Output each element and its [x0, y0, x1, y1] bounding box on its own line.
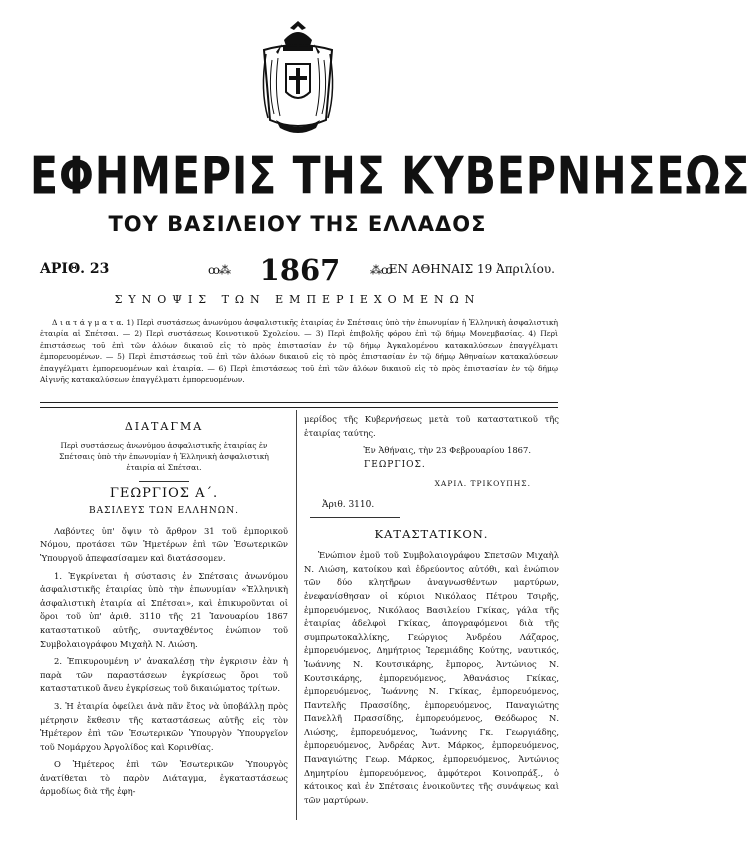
ornament-left-icon: ꝏ⁂ — [208, 263, 230, 277]
decree-article-3: 3. Ἡ ἑταιρία ὀφείλει ἀνὰ πᾶν ἔτος νὰ ὑποβάλλῃ πρὸς μέτρησιν ἔκθεσιν τῆς καταστάσεως αὐτῆς εἰς τὸν Ἡμέτερον ἐπὶ τῶν Ἐσωτερικῶν Ὑπουργὸν Ὑπουργεῖον τοῦ Νομάρχου Ἀργολίδος καὶ Κορινθίας. — [40, 700, 288, 752]
decree-article-4: Ο Ἡμέτερος ἐπὶ τῶν Ἐσωτερικῶν Ὑπουργὸς ἀνατίθεται τὸ παρὸν Διάταγμα, ἐγκαταστάσεως ἀρμοδίως διὰ τῆς ἐφη- — [40, 759, 288, 797]
king-signature: ΓΕΩΡΓΙΟΣ. — [364, 459, 426, 470]
issue-number: ΑΡΙΘ. 23 — [40, 261, 110, 277]
minister-signature: ΧΑΡΙΛ. ΤΡΙΚΟΥΠΗΣ. — [434, 479, 531, 489]
section-divider — [40, 402, 558, 408]
issue-info-row — [40, 253, 555, 287]
left-column — [40, 420, 288, 803]
synopsis-heading: ΣΥΝΟΨΙΣ ΤΩΝ ΕΜΠΕΡΙΕΧΟΜΕΝΩΝ — [114, 293, 481, 306]
record-underline — [310, 517, 400, 518]
right-column — [304, 413, 559, 811]
decree-article-2: 2. Ἐπικυρουμένη ν' ἀνακαλέσῃ τὴν ἐγκρισιν ἐὰν ἡ παρὰ τῶν παραστάσεων ἐγκρίσεως ὅροι τοῦ καταστατικοῦ ἄνευ ἐγκρίσεως τοῦ δικαιώματος τρίτων. — [40, 656, 288, 694]
issue-year: 1867 — [259, 253, 341, 287]
decree-article-1: 1. Ἐγκρίνεται ἡ σύστασις ἐν Σπέτσαις ἀνωνύμου ἀσφαλιστικῆς ἑταιρίας ὑπὸ τὴν ἐπωνυμίαν «Ἑλληνικὴ ἀσφαλιστικὴ ἑταιρία αἱ Σπέτσαι», καὶ ἐπικυροῦνται οἱ ὅροι τοῦ ὑπ' ἀριθ. 3110 τῆς 21 Ἰανουαρίου 1867 καταστατικοῦ αὐτῆς, συνταχθέντος ἐνώπιον τοῦ Συμβολαιογράφου Μιχαὴλ Ν. Λιώση. — [40, 570, 288, 649]
gazette-title: ΕΦΗΜΕΡΙΣ ΤΗΣ ΚΥΒΕΡΝΗΣΕΩΣ — [30, 146, 750, 206]
ornament-right-icon: ⁂ꝏ — [370, 263, 392, 277]
short-divider — [139, 481, 189, 482]
decree-subtitle: Περὶ συστάσεως ἀνωνύμου ἀσφαλιστικῆς ἑταιρίας ἐν Σπέτσαις ὑπὸ τὴν ἐπωνυμίαν ἡ Ἑλληνικὴ ἀσφαλιστικὴ ἑταιρία αἱ Σπέτσαι. — [59, 440, 269, 472]
gazette-subtitle: ΤΟΥ ΒΑΣΙΛΕΙΟΥ ΤΗΣ ΕΛΛΑΔΟΣ — [108, 212, 487, 236]
royal-coat-of-arms-icon — [256, 20, 340, 140]
decree-preamble: Λαβόντες ὑπ' ὄψιν τὸ ἄρθρον 31 τοῦ ἐμπορικοῦ Νόμου, προτάσει τῶν Ἡμετέρων ἐπὶ τῶν Ἐσωτερικῶν Ὑπουργοῦ ἀπεφασίσαμεν καὶ διατάσσομεν. — [40, 525, 288, 563]
king-subheading: ΒΑΣΙΛΕΥΣ ΤΩΝ ΕΛΛΗΝΩΝ. — [89, 506, 239, 517]
issue-date: ΕΝ ΑΘΗΝΑΙΣ 19 Ἀπριλίου. — [388, 262, 555, 276]
decree-title: ΔΙΑΤΑΓΜΑ — [124, 420, 204, 433]
synopsis-text: Δ ι α τ ά γ μ α τ α. 1) Περὶ συστάσεως ἀνωνύμου ἀσφαλιστικῆς ἑταιρίας ἐν Σπέτσαις ὑπὸ τὴν ἐπωνυμίαν ἡ Ἑλληνικὴ ἀσφαλιστικὴ ἑταιρία αἱ Σπέτσαι. — 2) Περὶ συστάσεως Κοινοτικοῦ Σχολείου. — 3) Περὶ ἐπιβολῆς φόρου ἐπὶ τῷ δήμῳ Μονεμβασίας. 4) Περὶ ἐπιστάσεως τοῦ ἐπὶ τῶν ἀλόων δικαιοῦ εἰς τὸ πρὸς ἐπιστασίαν ἐν τῷ δήμῳ Ἀγκαλομένου κατακαλύσεων ἐπαγγέλματι ἐμπορευομένων. — 5) Περὶ ἐπιστάσεως τοῦ ἐπὶ τῶν ἀλόων δικαιοῦ εἰς τὸ πρὸς ἐπιστασίαν ἐν τῷ δήμῳ Ἀθηναίων κατακαλύσεων ἐπαγγέλματι ἐμπορευομένων καὶ ἑταιρία. — 6) Περὶ ἐπιστάσεως τοῦ ἐπὶ τῶν ἀλόων δικαιοῦ εἰς τὸ πρὸς ἐπιστασίαν ἐν τῷ δήμῳ Αἰγινῆς κατακαλύσεων ἐπαγγέλματι ἐμπορευομένων. — [40, 318, 558, 385]
king-heading: ΓΕΩΡΓΙΟΣ Α΄. — [109, 485, 219, 501]
statute-text: Ἐνώπιον ἐμοῦ τοῦ Συμβολαιογράφου Σπετσῶν Μιχαὴλ Ν. Λιώση, κατοίκου καὶ ἐδρεύοντος αὐτόθι, καὶ ἐνώπιον τῶν δύο κλητῆρων ἀναγνωσθέντων μαρτύρων, ἐνεφανίσθησαν οἱ κύριοι Νικόλαος Πέτρου Τσιρῆς, ἐμπορευόμενος, Νικόλαος Βασιλείου Γκίκας, γάλα τῆς ἑταιρίας ἀδελφοὶ Γκίκας, ἀπογραφόμενοι διὰ τῆς συμπρωτοκαλλίκης, Γεώργιος Ἀνδρέου Λάζαρος, ἐμπορευόμενος, Δημήτριος Ἱερεμιάδης Κούτης, ναυτικός, Ἰωάννης Ν. Κουτσικάρης, ἔμπορος, Ἀντώνιος Ν. Κουτσικάρης, ἐμπορευόμενος, Ἀθανάσιος Γκίκας, ἐμπορευόμενος, Ἰωάννης Ν. Γκίκας, ἐμπορευόμενος, Παντελῆς Πρασσίδης, ἐμπορευόμενος, Παναγιώτης Πανελλῆ Πρασσίδης, ἐμπορευόμενος, Θεόδωρος Ν. Λιώσης, ἐμπορευόμενος, Ἰωάννης Γκ. Γεωργιάδης, ἐμπορευόμενος, Ἀνδρέας Ἀντ. Μάρκος, ἐμπορευόμενος, Παναγιώτης Γεωρ. Μάρκος, ἐμπορευόμενος, Ἀντώνιος Δημητρίου ἐμπορευόμενος, ἀμφότεροι Κοινοπράξ., ὁ κάτοικος καὶ ἐν Σπέτσαις ἐνοικοῦντες τῆς συνάψεως καὶ τῶν μαρτύρων. — [304, 550, 559, 805]
record-number: Ἀριθ. 3110. — [322, 499, 375, 510]
statute-title: ΚΑΤΑΣΤΑΤΙΚΟΝ. — [374, 526, 489, 541]
decree-continuation: μερίδος τῆς Κυβερνήσεως μετὰ τοῦ καταστατικοῦ τῆς ἑταιρίας ταύτης. — [304, 414, 559, 438]
column-divider — [296, 410, 297, 820]
decree-date: Ἐν Ἀθήναις, τὴν 23 Φεβρουαρίου 1867. — [363, 445, 531, 456]
